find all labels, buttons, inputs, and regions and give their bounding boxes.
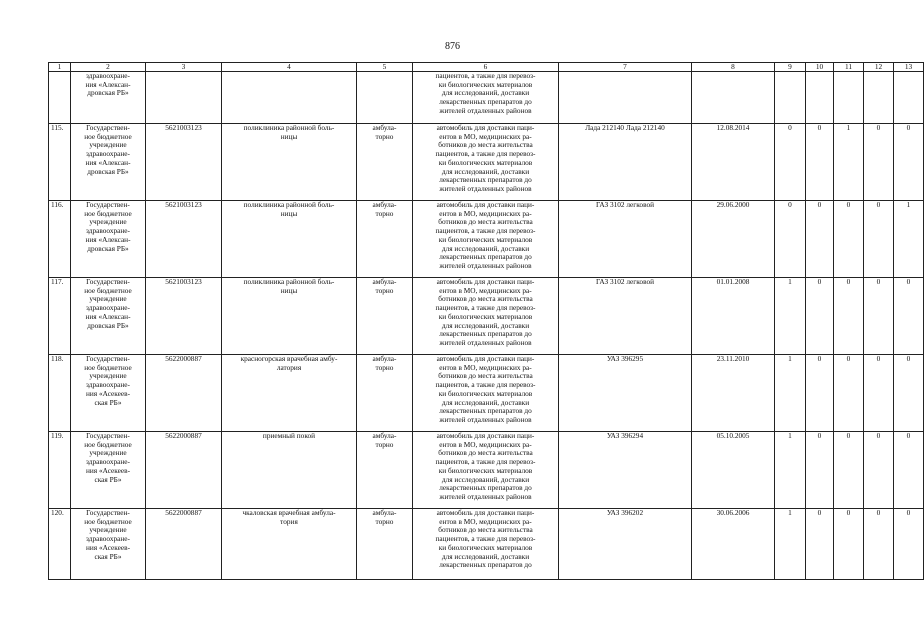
empty-cell [834, 72, 864, 124]
inn-cell: 5621003123 [146, 124, 222, 201]
unit-name-cell: приемный покой [222, 432, 357, 509]
count-cell-10: 0 [806, 509, 834, 580]
inn-cell: 5622000887 [146, 355, 222, 432]
table-row [49, 509, 924, 580]
empty-cell [49, 72, 71, 124]
unit-name-cell: красногорская врачебная амбу- латория [222, 355, 357, 432]
org-name-cell: здравоохране- ния «Алексан- дровская РБ» [71, 72, 146, 124]
care-type-cell: амбула- торно [357, 278, 413, 355]
table-row [49, 124, 924, 201]
vehicle-cell: УАЗ 396295 [559, 355, 692, 432]
column-number: 7 [559, 63, 692, 72]
empty-cell [692, 72, 775, 124]
row-number-cell: 117. [49, 278, 71, 355]
column-number: 4 [222, 63, 357, 72]
table-row [49, 201, 924, 278]
care-type-cell: амбула- торно [357, 432, 413, 509]
count-cell-9: 1 [775, 432, 806, 509]
empty-cell [357, 72, 413, 124]
count-cell-9: 0 [775, 124, 806, 201]
registry-table [48, 62, 924, 580]
vehicle-cell: ГАЗ 3102 легковой [559, 278, 692, 355]
empty-cell [146, 72, 222, 124]
vehicle-cell: УАЗ 396294 [559, 432, 692, 509]
count-cell-9: 0 [775, 201, 806, 278]
count-cell-12: 0 [864, 278, 894, 355]
org-name-cell: Государствен- ное бюджетное учреждение здравоохране- ния «Алексан- дровская РБ» [71, 124, 146, 201]
inn-cell: 5621003123 [146, 278, 222, 355]
unit-name-cell: поликлиника районной боль- ницы [222, 201, 357, 278]
org-name-cell: Государствен- ное бюджетное учреждение здравоохране- ния «Асекеев- ская РБ» [71, 355, 146, 432]
column-number: 1 [49, 63, 71, 72]
row-number-cell: 115. [49, 124, 71, 201]
column-number: 5 [357, 63, 413, 72]
count-cell-12: 0 [864, 124, 894, 201]
count-cell-13: 0 [894, 509, 924, 580]
care-type-cell: амбула- торно [357, 201, 413, 278]
column-number: 3 [146, 63, 222, 72]
count-cell-12: 0 [864, 509, 894, 580]
empty-cell [894, 72, 924, 124]
column-number: 13 [894, 63, 924, 72]
purpose-cell: автомобиль для доставки паци- ентов в МО, медицинских ра- ботников до места жительства пациентов, а также для перевоз- ки биологических материалов для исследований, доставки лекарственных препаратов до [413, 509, 559, 580]
count-cell-9: 1 [775, 355, 806, 432]
org-name-cell: Государствен- ное бюджетное учреждение здравоохране- ния «Алексан- дровская РБ» [71, 278, 146, 355]
count-cell-11: 0 [834, 432, 864, 509]
purpose-cell: автомобиль для доставки паци- ентов в МО, медицинских ра- ботников до места жительства пациентов, а также для перевоз- ки биологических материалов для исследований, доставки лекарственных препаратов до жителей отдаленных районов [413, 278, 559, 355]
row-number-cell: 116. [49, 201, 71, 278]
count-cell-12: 0 [864, 201, 894, 278]
date-cell: 29.06.2000 [692, 201, 775, 278]
page-number: 876 [445, 41, 460, 52]
inn-cell: 5621003123 [146, 201, 222, 278]
care-type-cell: амбула- торно [357, 355, 413, 432]
empty-cell [222, 72, 357, 124]
count-cell-11: 0 [834, 278, 864, 355]
row-number-cell: 119. [49, 432, 71, 509]
row-number-cell: 118. [49, 355, 71, 432]
count-cell-11: 0 [834, 355, 864, 432]
count-cell-12: 0 [864, 355, 894, 432]
date-cell: 12.08.2014 [692, 124, 775, 201]
count-cell-10: 0 [806, 201, 834, 278]
inn-cell: 5622000887 [146, 432, 222, 509]
continuation-row [49, 72, 924, 124]
count-cell-10: 0 [806, 355, 834, 432]
column-number: 8 [692, 63, 775, 72]
purpose-cell: автомобиль для доставки паци- ентов в МО, медицинских ра- ботников до места жительства пациентов, а также для перевоз- ки биологических материалов для исследований, доставки лекарственных препаратов до жителей отдаленных районов [413, 432, 559, 509]
column-number: 2 [71, 63, 146, 72]
count-cell-12: 0 [864, 432, 894, 509]
empty-cell [864, 72, 894, 124]
care-type-cell: амбула- торно [357, 124, 413, 201]
date-cell: 30.06.2006 [692, 509, 775, 580]
vehicle-cell: УАЗ 396202 [559, 509, 692, 580]
count-cell-11: 0 [834, 509, 864, 580]
empty-cell [775, 72, 806, 124]
column-number: 10 [806, 63, 834, 72]
org-name-cell: Государствен- ное бюджетное учреждение здравоохране- ния «Асекеев- ская РБ» [71, 432, 146, 509]
inn-cell: 5622000887 [146, 509, 222, 580]
vehicle-cell: ГАЗ 3102 легковой [559, 201, 692, 278]
column-number: 9 [775, 63, 806, 72]
count-cell-11: 0 [834, 201, 864, 278]
column-number: 6 [413, 63, 559, 72]
purpose-cell: автомобиль для доставки паци- ентов в МО, медицинских ра- ботников до места жительства пациентов, а также для перевоз- ки биологических материалов для исследований, доставки лекарственных препаратов до жителей отдаленных районов [413, 201, 559, 278]
purpose-cell: пациентов, а также для перевоз- ки биологических материалов для исследований, доставки лекарственных препаратов до жителей отдаленных районов [413, 72, 559, 124]
column-number: 11 [834, 63, 864, 72]
count-cell-10: 0 [806, 124, 834, 201]
purpose-cell: автомобиль для доставки паци- ентов в МО, медицинских ра- ботников до места жительства пациентов, а также для перевоз- ки биологических материалов для исследований, доставки лекарственных препаратов до жителей отдаленных районов [413, 355, 559, 432]
count-cell-10: 0 [806, 432, 834, 509]
table-row [49, 355, 924, 432]
empty-cell [559, 72, 692, 124]
date-cell: 01.01.2008 [692, 278, 775, 355]
count-cell-9: 1 [775, 278, 806, 355]
table-row [49, 278, 924, 355]
row-number-cell: 120. [49, 509, 71, 580]
unit-name-cell: поликлиника районной боль- ницы [222, 278, 357, 355]
count-cell-11: 1 [834, 124, 864, 201]
table-row [49, 432, 924, 509]
count-cell-13: 0 [894, 278, 924, 355]
count-cell-9: 1 [775, 509, 806, 580]
count-cell-13: 0 [894, 355, 924, 432]
count-cell-13: 0 [894, 432, 924, 509]
vehicle-cell: Лада 212140 Лада 212140 [559, 124, 692, 201]
care-type-cell: амбула- торно [357, 509, 413, 580]
unit-name-cell: чкаловская врачебная амбула- тория [222, 509, 357, 580]
count-cell-13: 1 [894, 201, 924, 278]
count-cell-13: 0 [894, 124, 924, 201]
count-cell-10: 0 [806, 278, 834, 355]
column-number: 12 [864, 63, 894, 72]
unit-name-cell: поликлиника районной боль- ницы [222, 124, 357, 201]
date-cell: 23.11.2010 [692, 355, 775, 432]
date-cell: 05.10.2005 [692, 432, 775, 509]
empty-cell [806, 72, 834, 124]
org-name-cell: Государствен- ное бюджетное учреждение здравоохране- ния «Асекеев- ская РБ» [71, 509, 146, 580]
org-name-cell: Государствен- ное бюджетное учреждение здравоохране- ния «Алексан- дровская РБ» [71, 201, 146, 278]
table-body [49, 63, 924, 580]
purpose-cell: автомобиль для доставки паци- ентов в МО, медицинских ра- ботников до места жительства пациентов, а также для перевоз- ки биологических материалов для исследований, доставки лекарственных препаратов до жителей отдаленных районов [413, 124, 559, 201]
